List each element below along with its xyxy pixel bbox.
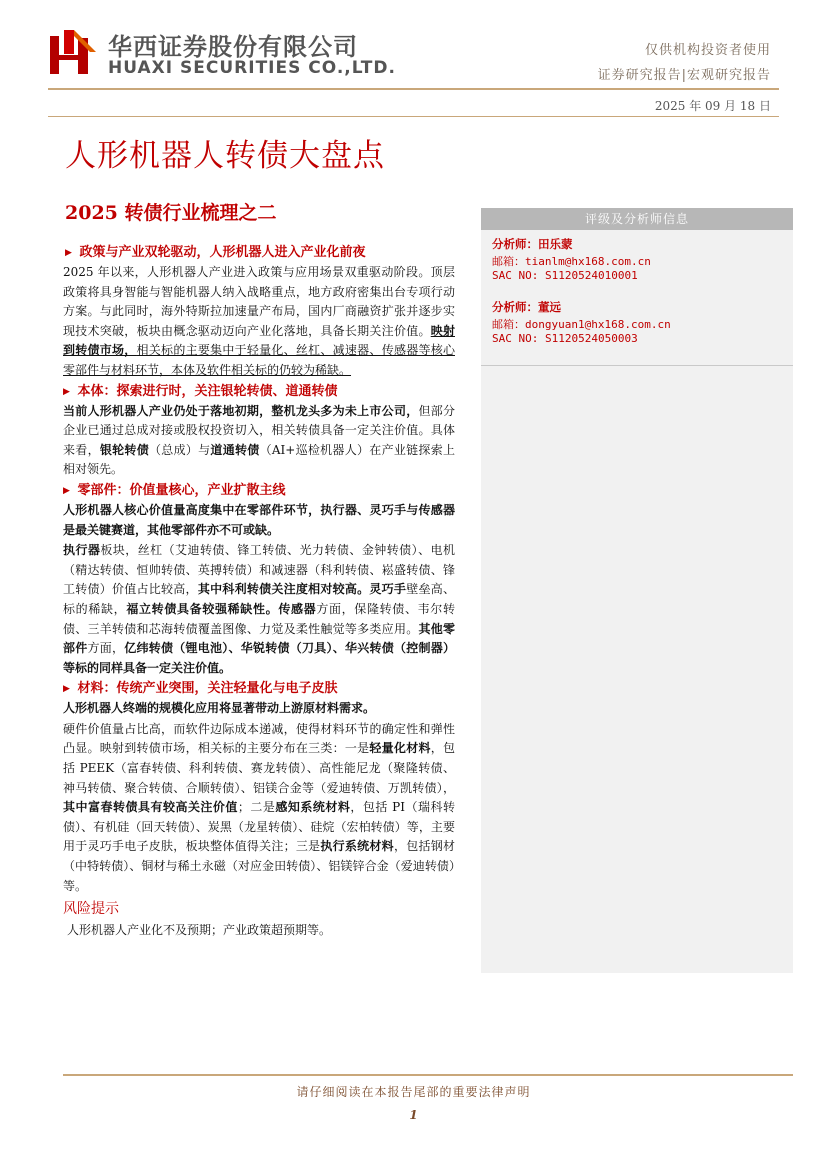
paragraph-bold: 轻量化材料 [369,741,431,756]
analyst-sac: SAC NO: S1120524010001 [492,269,638,282]
paragraph-text: 硬件价值量占比高，而软件边际成本递减，使得材料环节的确定性和弹性凸显。映射到转债市场，相关标的主要分布在三类：一是 [63,721,455,756]
triangle-bullet-icon: ▶ [63,485,70,496]
paragraph-bold: 道通转债 [210,442,260,457]
paragraph-text: （总成）与 [149,442,211,457]
paragraph-text: 2025 年以来，人形机器人产业进入政策与应用场景双重驱动阶段。顶层政策将具身智能与智能机器人纳入战略重点，地方政府密集出台专项行动方案。与此同时，海外特斯拉加速量产布局，国内厂商融资扩张并逐步实现技术突破，板块由概念驱动迈向产业化落地，具备长期关注价值。 [63,265,455,338]
paragraph-text: ，包括 PI（瑞科转债）、有机硅（回天转债）、炭黑（龙星转债）、硅烷（宏柏转债）等，主要用于灵巧手电子皮肤，板块整体值得关注；三是 [63,800,455,854]
main-column [63,243,455,942]
section-heading-text: 零部件：价值量核心，产业扩散主线 [77,482,286,498]
risk-text: 人形机器人产业化不及预期；产业政策超预期等。 [67,923,332,938]
paragraph-text: 方面， [87,641,125,656]
paragraph-text: 相关标的主要集中于轻量化、丝杠、减速器、传感器等核心零部件与材料环节，本体及软件相关标的仍较为稀缺。 [63,343,455,377]
paragraph-text: （AI+巡检机器人）在产业链探索上相对领先。 [63,442,455,477]
header-rule [48,88,779,90]
page-number: 1 [409,1108,418,1122]
footer-rule [63,1074,793,1076]
section-paragraph [63,263,455,381]
paragraph-bold: 其他零部件 [63,621,455,656]
header-rule-2 [48,116,779,117]
paragraph-text: ；二是 [237,800,276,815]
paragraph-text: 方面，保隆转债、韦尔转债、三羊转债和芯海转债覆盖图像、力觉及柔性触觉等多类应用。 [63,601,455,636]
paragraph-bold: 灵巧手 [369,582,407,597]
section-heading [63,243,455,263]
paragraph-bold: 当前人形机器人产业仍处于落地初期，整机龙头多为未上市公司， [63,403,419,418]
paragraph-bold: 银轮转债 [99,442,149,457]
paragraph-bold: 福立转债具备较强稀缺性。 [126,601,279,616]
section-heading-text: 本体：探索进行时，关注银轮转债、道通转债 [77,383,338,399]
paragraph-bold: 传感器 [278,601,317,616]
company-name-cn: 华西证券股份有限公司 [108,33,358,61]
triangle-bullet-icon: ▶ [63,684,70,695]
analyst-sac: SAC NO: S1120524050003 [492,332,638,345]
paragraph-bold: 执行系统材料 [320,839,394,854]
paragraph-bold: 其中富春转债具有较高关注价值 [63,800,238,815]
paragraph-text: ，包括钢材（中特转债）、铜材与稀土永磁（对应金田转债）、铝镁锌合金（爱迪转债）等。 [63,839,455,893]
paragraph-bold: 执行器 [63,543,101,558]
paragraph-bold: 映射到转债市场， [63,323,455,358]
section-paragraph [63,402,455,480]
report-title: 人形机器人转债大盘点 [65,138,385,174]
section-heading [63,382,455,402]
panel-divider [481,365,793,366]
paragraph-bold: 其中科利转债关注度相对较高。 [197,582,370,597]
paragraph-text: 但部分企业已通过总成对接或股权投资切入，相关转债具备一定关注价值。具体来看， [63,403,455,457]
analyst-email[interactable]: 邮箱：tianlm@hx168.com.cn [492,255,651,268]
legal-notice[interactable]: 请仔细阅读在本报告尾部的重要法律声明 [296,1085,531,1099]
section-paragraph [63,541,455,678]
audience-label: 仅供机构投资者使用 [644,43,771,58]
section-paragraph: 人形机器人终端的规模化应用将显著带动上游原材料需求。 [63,701,376,716]
section-heading-text: 政策与产业双轮驱动，人形机器人进入产业化前夜 [79,245,366,260]
risk-heading: 风险提示 [63,901,119,918]
analyst-email[interactable]: 邮箱：dongyuan1@hx168.com.cn [492,318,671,331]
analyst-panel-heading: 评级及分析师信息 [481,208,793,230]
paragraph-text: 板块，丝杠（艾迪转债、锋工转债、光力转债、金钟转债）、电机（精达转债、恒帅转债、英搏转债）和减速器（科利转债、崧盛转债、锋工转债）价值占比较高， [63,543,455,597]
paragraph-bold: 感知系统材料 [275,800,351,815]
section-heading [63,679,455,699]
triangle-bullet-icon: ▶ [65,248,72,258]
section-paragraph: 人形机器人核心价值量高度集中在零部件环节，执行器、灵巧手与传感器是最关键赛道，其他零部件亦不可或缺。 [63,502,455,537]
report-type-label: 证券研究报告|宏观研究报告 [597,68,771,83]
paragraph-text: 壁垒高、标的稀缺， [63,582,455,616]
section-heading [63,481,455,501]
section-heading-text: 材料：传统产业突围，关注轻量化与电子皮肤 [77,681,338,697]
report-subtitle: 2025 转债行业梳理之二 [65,202,277,224]
paragraph-bold: 亿纬转债（锂电池）、华锐转债（刀具）、华兴转债（控制器）等标的同样具备一定关注价值。 [63,641,455,675]
analyst-name: 分析师：田乐蒙 [492,237,573,251]
company-name-en: HUAXI SECURITIES CO.,LTD. [108,58,396,78]
section-paragraph [63,720,455,896]
triangle-bullet-icon: ▶ [63,386,70,397]
paragraph-text: ，包括 PEEK（富春转债、科利转债、赛龙转债）、高性能尼龙（聚隆转债、神马转债、聚合转债、合顺转债）、铝镁合金等（爱迪转债、万凯转债）， [63,741,455,795]
huaxi-logo-icon [50,28,96,76]
analyst-name: 分析师：董远 [492,300,561,314]
report-date: 2025 年 09 月 18 日 [654,99,771,113]
